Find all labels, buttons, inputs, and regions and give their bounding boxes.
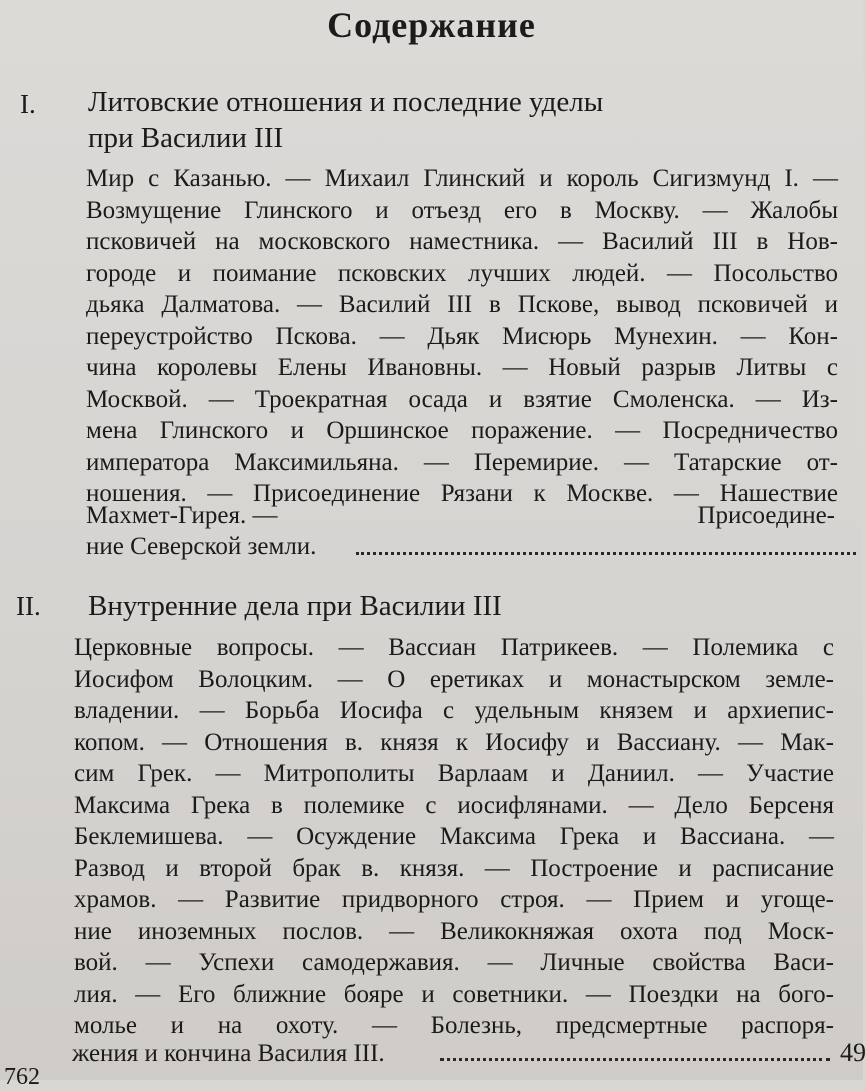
summary-line: Беклемишева. — Осуждение Максима Грека и Вассиана. — bbox=[74, 823, 834, 850]
section-number-1: I. bbox=[20, 89, 36, 119]
summary-line: Развод и второй брак в. князя. — Построение и расписание bbox=[74, 854, 834, 882]
leader-dots bbox=[440, 1056, 830, 1061]
section-summary-2 bbox=[74, 632, 834, 1042]
section-title-2-line: Внутренние дела при Василии III bbox=[88, 590, 502, 622]
summary-line: вой. — Успехи самодержавия. — Личные свойства Васи- bbox=[74, 949, 834, 976]
summary-line: Иосифом Волоцким. — О еретиках и монастырском земле- bbox=[74, 665, 834, 693]
summary-line: Максима Грека в полемике с иосифлянами. — Дело Берсеня bbox=[74, 791, 834, 819]
summary-line: сим Грек. — Митрополиты Варлаам и Даниил. — Участие bbox=[74, 760, 834, 787]
page-reference: 49 bbox=[840, 1038, 866, 1067]
summary-line: владении. — Борьба Иосифа с удельным князем и архиепис- bbox=[74, 697, 834, 724]
page-folio: 762 bbox=[4, 1064, 40, 1090]
summary-last-line: ние Северской земли. bbox=[86, 533, 317, 560]
summary-line: мена Глинского и Оршинское поражение. — Посредничество bbox=[86, 417, 838, 444]
summary-line: Мир с Казанью. — Михаил Глинский и король Сигизмунд I. — bbox=[86, 165, 838, 192]
summary-line: переустройство Пскова. — Дьяк Мисюрь Мунехин. — Кон- bbox=[86, 322, 838, 350]
section-number-2: II. bbox=[16, 591, 41, 621]
summary-line: молье и на охоту. — Болезнь, предсмертные распоря- bbox=[74, 1012, 834, 1039]
summary-line: ние иноземных послов. — Великокняжая охота под Моск- bbox=[74, 917, 834, 945]
summary-line: лия. — Его ближние бояре и советники. — Поездки на бого- bbox=[74, 980, 834, 1008]
section-title-1 bbox=[88, 84, 603, 156]
summary-line: Возмущение Глинского и отъезд его в Москву. — Жалобы bbox=[86, 196, 838, 224]
summary-line: ношения. — Присоединение Рязани к Москве. — Нашествие bbox=[86, 480, 838, 507]
page-title: Содержание bbox=[327, 5, 536, 45]
summary-last-line: жения и кончина Василия III. bbox=[72, 1040, 385, 1067]
summary-line-split-right: Присоедине- bbox=[697, 502, 835, 529]
section-summary-1 bbox=[86, 163, 838, 510]
section-title-1-line: при Василии III bbox=[88, 122, 284, 154]
summary-line: императора Максимильяна. — Перемирие. — Татарские от- bbox=[86, 448, 838, 476]
summary-line: Москвой. — Троекратная осада и взятие Смоленска. — Из- bbox=[86, 385, 838, 413]
summary-line: дьяка Далматова. — Василий III в Пскове, вывод псковичей и bbox=[86, 291, 838, 318]
summary-line: городе и поимание псковских лучших людей. — Посольство bbox=[86, 259, 838, 287]
summary-line: псковичей на московского наместника. — Василий III в Нов- bbox=[86, 228, 838, 255]
summary-line-split-left: Махмет-Гирея. — bbox=[86, 502, 278, 529]
summary-line: храмов. — Развитие придворного строя. — Прием и угоще- bbox=[74, 886, 834, 913]
section-title-1-line: Литовские отношения и последние уделы bbox=[88, 86, 604, 118]
leader-dots bbox=[356, 550, 856, 555]
section-title-2 bbox=[88, 588, 502, 624]
summary-line: копом. — Отношения в. князя к Иосифу и Вассиану. — Мак- bbox=[74, 728, 834, 756]
summary-line: Церковные вопросы. — Вассиан Патрикеев. — Полемика с bbox=[74, 634, 834, 661]
summary-line: чина королевы Елены Ивановны. — Новый разрыв Литвы с bbox=[86, 354, 838, 381]
